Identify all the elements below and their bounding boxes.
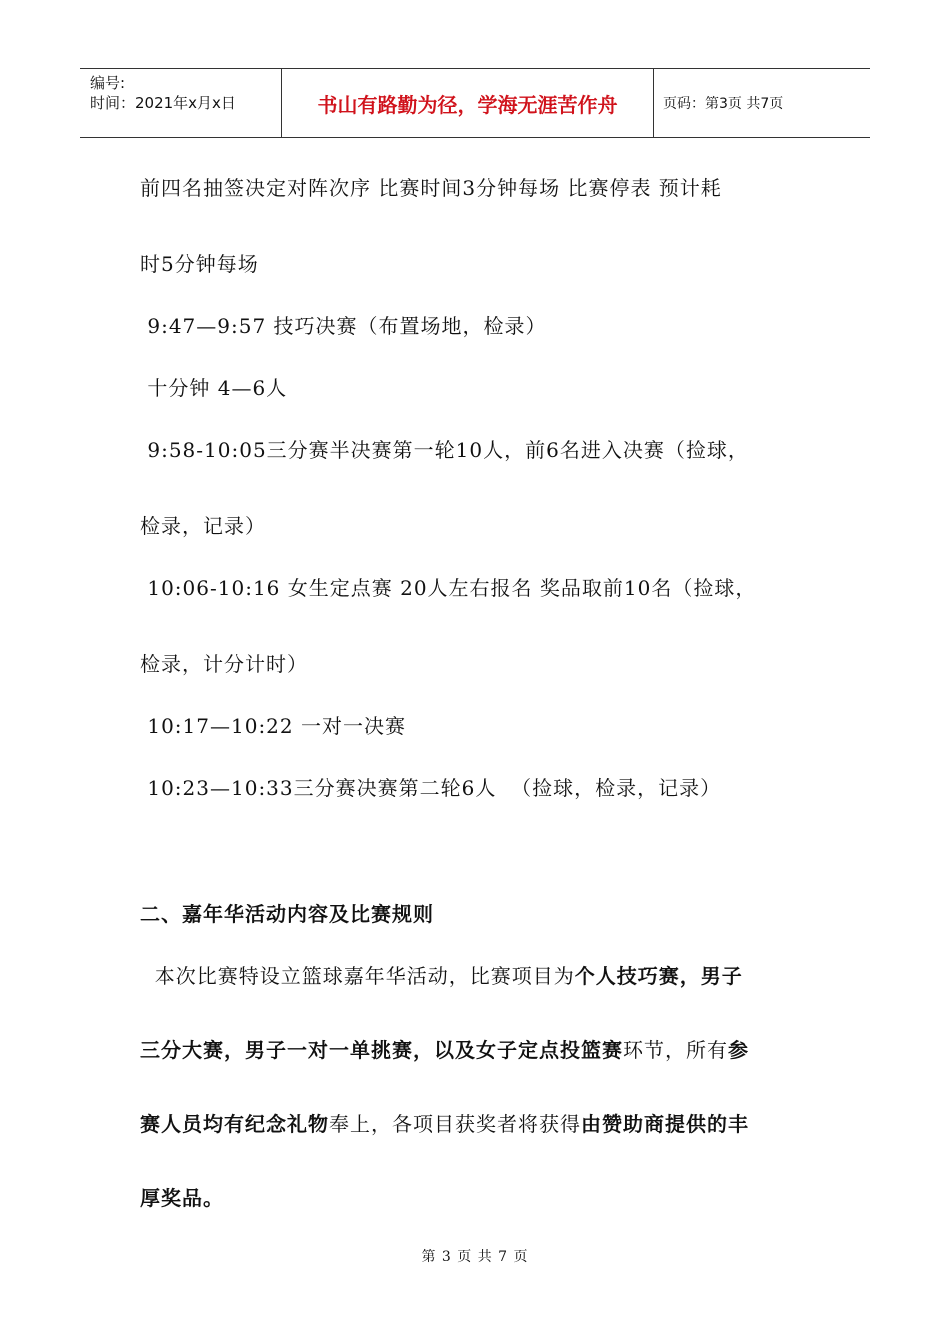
- paragraph-line: [140, 1182, 224, 1211]
- schedule-line: 前四名抽签决定对阵次序 比赛时间3分钟每场 比赛停表 预计耗: [140, 176, 722, 200]
- header-motto: 书山有路勤为径，学海无涯苦作舟: [281, 69, 654, 137]
- schedule-line: 时5分钟每场: [140, 252, 259, 276]
- schedule-line: 10:23—10:33三分赛决赛第二轮6人 （捡球，检录，记录）: [140, 776, 722, 800]
- section-title: 二、嘉年华活动内容及比赛规则: [140, 902, 434, 926]
- paragraph-line: [140, 1108, 749, 1137]
- schedule-line: 10:06-10:16 女生定点赛 20人左右报名 奖品取前10名（捡球，: [140, 576, 757, 600]
- schedule-line: 9:47—9:57 技巧决赛（布置场地，检录）: [140, 314, 547, 338]
- schedule-line: 十分钟 4—6人: [140, 376, 288, 400]
- document-header: [80, 68, 870, 138]
- emphasis-run: 个人技巧赛，男子: [574, 964, 743, 988]
- schedule-line: 检录，记录）: [140, 514, 266, 538]
- text-run: 奉上，各项目获奖者将获得: [329, 1112, 581, 1136]
- emphasis-run: 参: [728, 1038, 749, 1062]
- emphasis-run: 赛人员均有纪念礼物: [140, 1112, 329, 1136]
- schedule-line: 10:17—10:22 一对一决赛: [140, 714, 406, 738]
- text-run: 环节，所有: [623, 1038, 728, 1062]
- schedule-line: 9:58-10:05三分赛半决赛第一轮10人，前6名进入决赛（捡球，: [140, 438, 749, 462]
- emphasis-run: 三分大赛，男子一对一单挑赛，以及女子定点投篮赛: [140, 1038, 623, 1062]
- number-label: 编号:: [90, 74, 126, 92]
- schedule-line: 检录，计分计时）: [140, 652, 308, 676]
- header-page-code: 页码：第3页 共7页: [663, 96, 784, 112]
- page-footer: 第 3 页 共 7 页: [421, 1249, 529, 1265]
- header-meta: [80, 69, 280, 141]
- emphasis-run: 由赞助商提供的丰: [581, 1112, 749, 1136]
- text-run: 本次比赛特设立篮球嘉年华活动，比赛项目为: [140, 964, 575, 988]
- paragraph-line: [140, 960, 743, 989]
- paragraph-line: [140, 1034, 749, 1063]
- emphasis-run: 厚奖品。: [140, 1186, 224, 1210]
- time-label: 时间：2021年x月x日: [90, 94, 236, 112]
